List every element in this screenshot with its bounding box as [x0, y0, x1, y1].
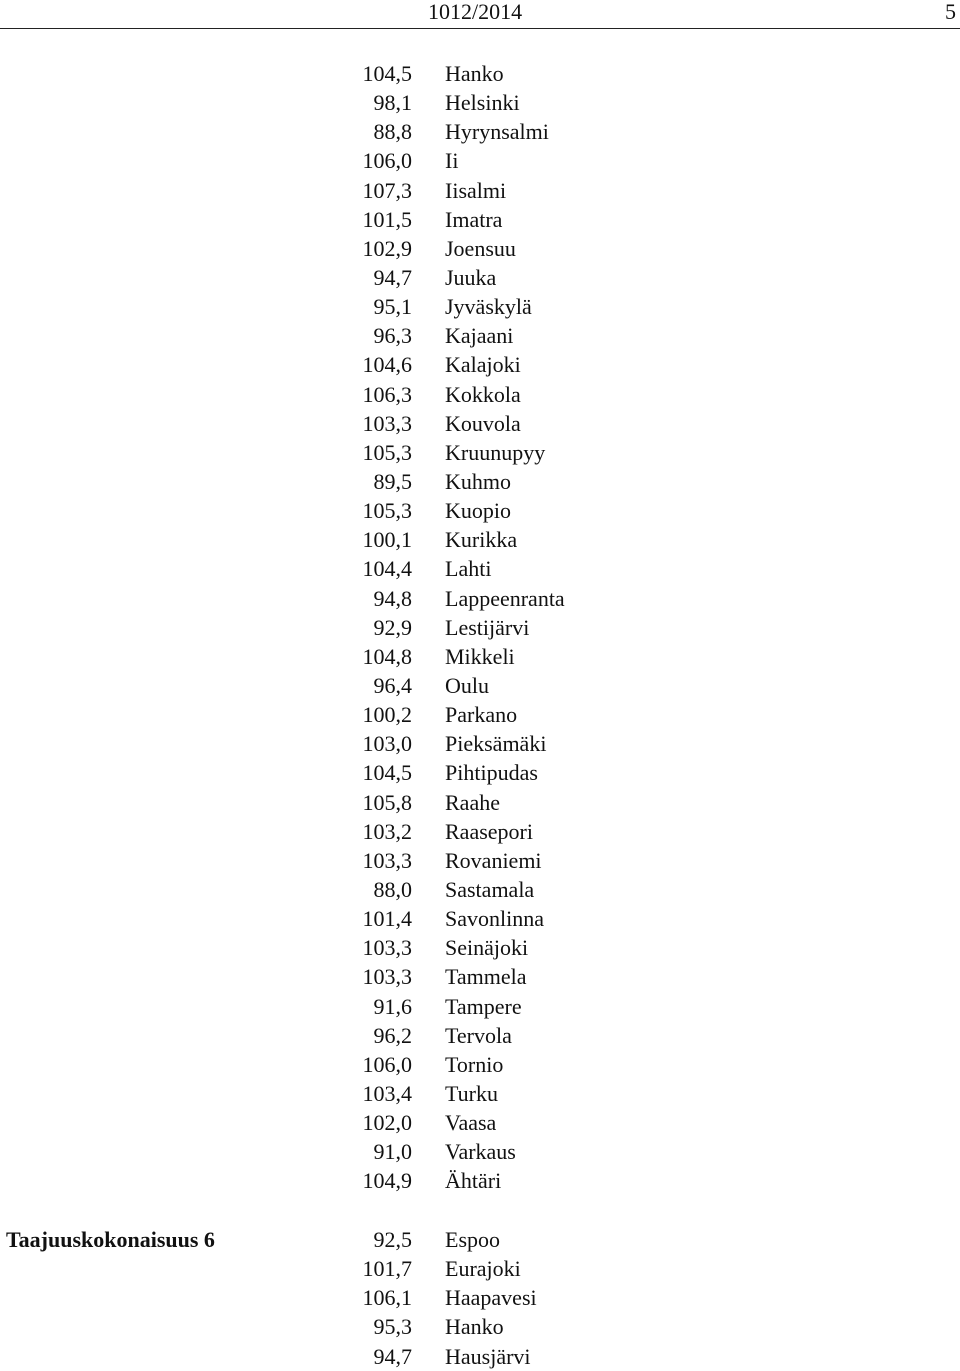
table-row [0, 292, 960, 321]
location-name: Pieksämäki [445, 731, 547, 757]
table-row [0, 1312, 960, 1341]
location-name: Pihtipudas [445, 760, 538, 786]
location-name: Jyväskylä [445, 294, 532, 320]
table-row [0, 438, 960, 467]
location-name: Kokkola [445, 381, 521, 407]
frequency-value: 101,5 [362, 206, 412, 232]
location-name: Tervola [445, 1022, 512, 1048]
frequency-value: 106,3 [362, 381, 412, 407]
location-name: Kalajoki [445, 352, 521, 378]
table-row [0, 263, 960, 292]
location-name: Ähtäri [445, 1168, 502, 1194]
table-row [0, 117, 960, 146]
location-name: Seinäjoki [445, 935, 529, 961]
location-name: Vaasa [445, 1110, 497, 1136]
location-name: Lestijärvi [445, 614, 530, 640]
frequency-value: 94,7 [373, 264, 412, 290]
frequency-value: 104,8 [362, 643, 412, 669]
table-row [0, 584, 960, 613]
location-name: Hyrynsalmi [445, 119, 549, 145]
frequency-value: 94,7 [373, 1343, 412, 1369]
location-name: Kouvola [445, 410, 521, 436]
location-name: Raasepori [445, 818, 533, 844]
frequency-value: 103,3 [362, 964, 412, 990]
table-row [0, 758, 960, 787]
location-name: Ii [445, 148, 459, 174]
location-name: Kuhmo [445, 468, 511, 494]
frequency-value: 103,0 [362, 731, 412, 757]
frequency-value: 103,3 [362, 847, 412, 873]
frequency-value: 107,3 [362, 177, 412, 203]
table-row [0, 817, 960, 846]
frequency-value: 103,3 [362, 935, 412, 961]
frequency-value: 105,3 [362, 498, 412, 524]
location-name: Tampere [445, 993, 522, 1019]
table-row [0, 88, 960, 117]
table-row [0, 671, 960, 700]
frequency-value: 104,6 [362, 352, 412, 378]
frequency-value: 102,9 [362, 235, 412, 261]
table-row [0, 1050, 960, 1079]
frequency-value: 105,3 [362, 439, 412, 465]
table-row [0, 205, 960, 234]
location-name: Raahe [445, 789, 500, 815]
table-row [0, 788, 960, 817]
frequency-value: 96,4 [373, 672, 412, 698]
table-row [0, 496, 960, 525]
table-row [0, 321, 960, 350]
location-name: Imatra [445, 206, 503, 232]
location-name: Varkaus [445, 1139, 516, 1165]
table-row [0, 1166, 960, 1195]
table-row [0, 700, 960, 729]
frequency-value: 102,0 [362, 1110, 412, 1136]
frequency-value: 104,4 [362, 556, 412, 582]
location-name: Sastamala [445, 876, 535, 902]
location-name: Rovaniemi [445, 847, 542, 873]
location-name: Lappeenranta [445, 585, 565, 611]
table-row [0, 554, 960, 583]
frequency-value: 101,7 [362, 1256, 412, 1282]
table-row [0, 1108, 960, 1137]
frequency-value: 105,8 [362, 789, 412, 815]
location-name: Eurajoki [445, 1256, 521, 1282]
location-name: Kurikka [445, 527, 518, 553]
table-row [0, 904, 960, 933]
frequency-value: 101,4 [362, 906, 412, 932]
table-row [0, 409, 960, 438]
frequency-value: 94,8 [373, 585, 412, 611]
table-row [0, 1079, 960, 1108]
table-row [0, 1254, 960, 1283]
table-row [0, 1225, 960, 1254]
location-name: Turku [445, 1080, 498, 1106]
frequency-value: 95,1 [373, 294, 412, 320]
frequency-group-6 [0, 1225, 960, 1371]
location-name: Savonlinna [445, 906, 544, 932]
table-row [0, 234, 960, 263]
table-row [0, 525, 960, 554]
frequency-value: 92,5 [373, 1227, 412, 1252]
frequency-list-continued [0, 59, 960, 1195]
location-name: Oulu [445, 672, 489, 698]
location-name: Tornio [445, 1051, 504, 1077]
table-row [0, 642, 960, 671]
frequency-value: 100,2 [362, 702, 412, 728]
table-row [0, 350, 960, 379]
location-name: Joensuu [445, 235, 516, 261]
document-number: 1012/2014 [428, 0, 523, 24]
location-name: Iisalmi [445, 177, 507, 203]
table-row [0, 846, 960, 875]
table-row [0, 992, 960, 1021]
frequency-value: 88,8 [373, 119, 412, 145]
frequency-value: 98,1 [373, 90, 412, 116]
location-name: Haapavesi [445, 1285, 537, 1311]
location-name: Hausjärvi [445, 1343, 531, 1369]
location-name: Kruunupyy [445, 439, 546, 465]
table-row [0, 59, 960, 88]
location-name: Tammela [445, 964, 527, 990]
frequency-value: 88,0 [373, 876, 412, 902]
table-row [0, 1021, 960, 1050]
page-header [0, 0, 960, 29]
page-number: 5 [945, 0, 956, 24]
frequency-value: 100,1 [362, 527, 412, 553]
frequency-value: 104,5 [362, 61, 412, 86]
location-name: Kuopio [445, 498, 511, 524]
table-row [0, 1342, 960, 1371]
table-row [0, 1283, 960, 1312]
frequency-value: 103,3 [362, 410, 412, 436]
frequency-value: 89,5 [373, 468, 412, 494]
frequency-value: 103,4 [362, 1080, 412, 1106]
frequency-value: 106,0 [362, 1051, 412, 1077]
location-name: Espoo [445, 1227, 500, 1252]
location-name: Parkano [445, 702, 518, 728]
table-row [0, 875, 960, 904]
group-label: Taajuuskokonaisuus 6 [6, 1227, 215, 1252]
location-name: Kajaani [445, 323, 514, 349]
table-row [0, 176, 960, 205]
location-name: Hanko [445, 1314, 504, 1340]
location-name: Helsinki [445, 90, 520, 116]
table-row [0, 467, 960, 496]
table-row [0, 729, 960, 758]
location-name: Juuka [445, 264, 497, 290]
frequency-value: 95,3 [373, 1314, 412, 1340]
table-row [0, 380, 960, 409]
table-row [0, 613, 960, 642]
frequency-value: 91,0 [373, 1139, 412, 1165]
frequency-value: 106,0 [362, 148, 412, 174]
location-name: Lahti [445, 556, 492, 582]
frequency-value: 96,3 [373, 323, 412, 349]
table-row [0, 962, 960, 991]
frequency-value: 91,6 [373, 993, 412, 1019]
table-row [0, 1137, 960, 1166]
frequency-value: 96,2 [373, 1022, 412, 1048]
table-row [0, 146, 960, 175]
table-row [0, 933, 960, 962]
frequency-value: 103,2 [362, 818, 412, 844]
frequency-value: 92,9 [373, 614, 412, 640]
frequency-value: 104,5 [362, 760, 412, 786]
location-name: Mikkeli [445, 643, 515, 669]
frequency-value: 106,1 [362, 1285, 412, 1311]
frequency-value: 104,9 [362, 1168, 412, 1194]
location-name: Hanko [445, 61, 504, 86]
